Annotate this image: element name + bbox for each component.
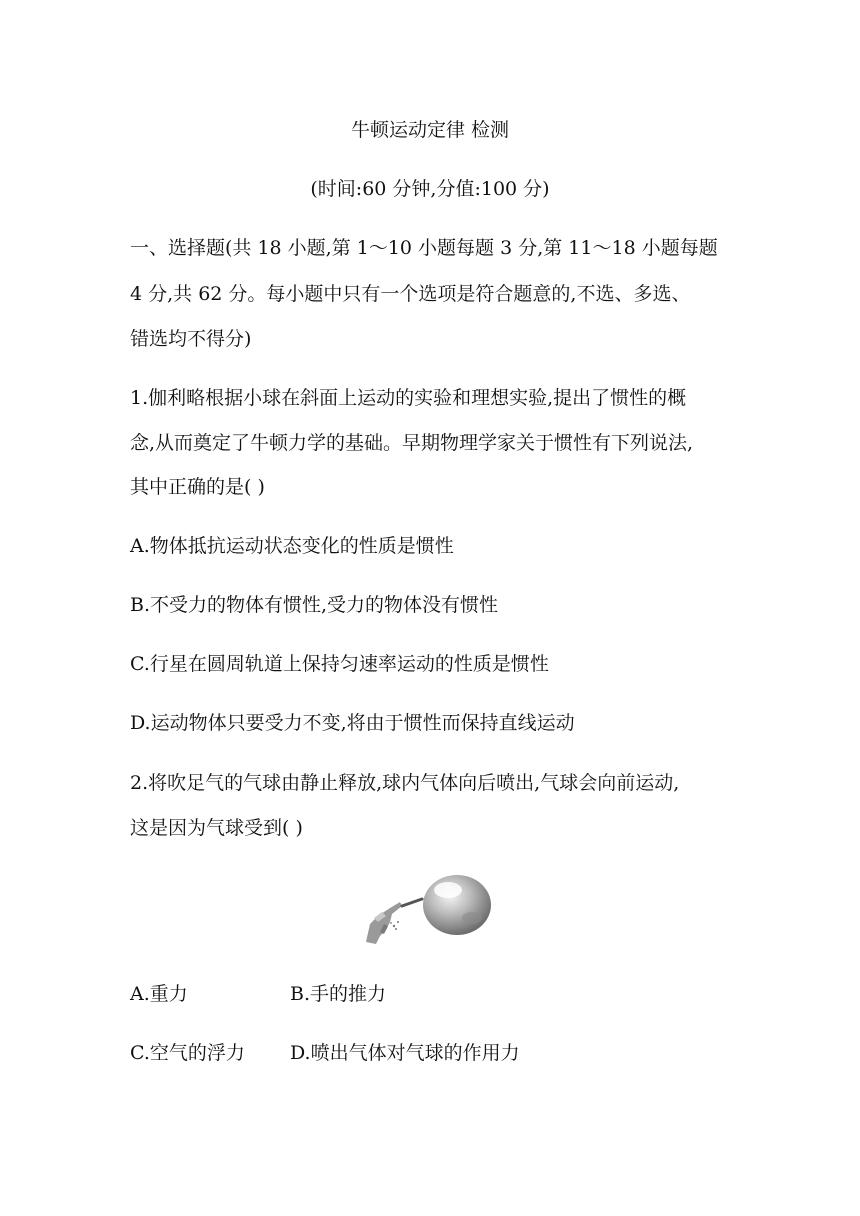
balloon-figure-svg: [360, 872, 500, 948]
balloon-neck-icon: [402, 899, 422, 906]
section-heading-line: 一、选择题(共 18 小题,第 1～10 小题每题 3 分,第 11～18 小题每题: [130, 237, 718, 259]
question-1-option-a: A.物体抵抗运动状态变化的性质是惯性: [130, 535, 454, 557]
hand-releasing-balloon-illustration: [360, 872, 500, 948]
question-1-stem-line: 其中正确的是( ): [130, 476, 265, 498]
question-2-stem-line: 这是因为气球受到( ): [130, 817, 303, 839]
question-2-option-b: B.手的推力: [290, 983, 387, 1005]
question-2-option-a: A.重力: [130, 983, 188, 1005]
question-1-option-c: C.行星在圆周轨道上保持匀速率运动的性质是惯性: [130, 653, 549, 675]
section-heading-line: 4 分,共 62 分。每小题中只有一个选项是符合题意的,不选、多选、: [130, 283, 691, 305]
gas-particles-icon: [390, 921, 399, 930]
question-1-option-b: B.不受力的物体有惯性,受力的物体没有惯性: [130, 594, 499, 616]
question-1-stem-line: 念,从而奠定了牛顿力学的基础。早期物理学家关于惯性有下列说法,: [130, 432, 694, 454]
page-title: 牛顿运动定律 检测: [350, 119, 510, 141]
question-2-option-c: C.空气的浮力: [130, 1042, 245, 1064]
question-2-stem-line: 2.将吹足气的气球由静止释放,球内气体向后喷出,气球会向前运动,: [130, 772, 680, 794]
question-1-option-d: D.运动物体只要受力不变,将由于惯性而保持直线运动: [130, 712, 575, 734]
page-subtitle: (时间:60 分钟,分值:100 分): [310, 178, 550, 200]
question-2-option-d: D.喷出气体对气球的作用力: [290, 1042, 520, 1064]
question-1-stem-line: 1.伽利略根据小球在斜面上运动的实验和理想实验,提出了惯性的概: [130, 387, 687, 409]
hand-icon: [366, 902, 402, 944]
section-heading-line: 错选均不得分): [130, 328, 252, 350]
